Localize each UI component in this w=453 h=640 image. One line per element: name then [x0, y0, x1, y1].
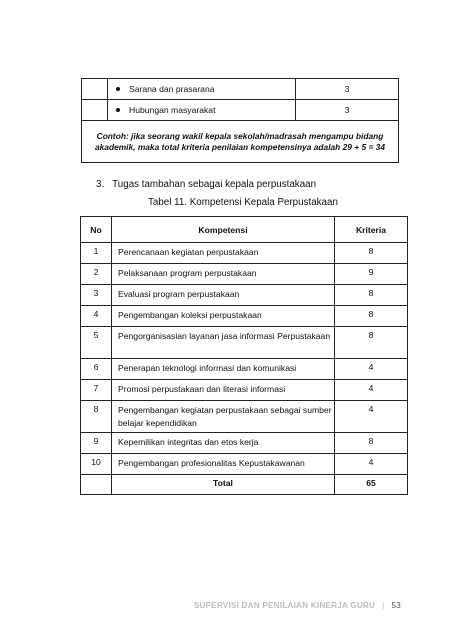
total-row: [81, 475, 408, 495]
row-competency: Pengorganisasian layanan jasa informasi Perpustakaan: [112, 327, 335, 359]
row-number: 9: [81, 433, 112, 454]
section-heading: [96, 179, 316, 190]
bullet-icon: [116, 87, 120, 91]
row-competency: Pengembangan koleksi perpustakaan: [112, 306, 335, 327]
table-row: [81, 285, 408, 306]
row-criteria: 8: [335, 306, 408, 327]
row-criteria: 8: [335, 243, 408, 264]
bullet-icon: [116, 108, 120, 112]
page-number: 53: [391, 601, 401, 610]
table-row: [81, 264, 408, 285]
row-criteria: 4: [335, 401, 408, 433]
criteria-value: 3: [296, 100, 399, 121]
row-number: 10: [81, 454, 112, 475]
header-kriteria: Kriteria: [335, 217, 408, 243]
competency-table: [80, 216, 408, 495]
table-row: [81, 401, 408, 433]
table-row: [81, 243, 408, 264]
row-competency: Pelaksanaan program perpustakaan: [112, 264, 335, 285]
page-footer: [194, 601, 401, 610]
row-competency: Perencanaan kegiatan perpustakaan: [112, 243, 335, 264]
row-competency: Kepemilikan integritas dan etos kerja: [112, 433, 335, 454]
row-criteria: 4: [335, 380, 408, 401]
row-number: 7: [81, 380, 112, 401]
row-competency: Pengembangan profesionalitas Kepustakawanan: [112, 454, 335, 475]
table-header-row: [81, 217, 408, 243]
table-row: [81, 380, 408, 401]
row-number: 2: [81, 264, 112, 285]
example-note: Contoh: jika seorang wakil kepala sekolah/madrasah mengampu bidang akademik, maka total kriteria penilaian kompetensinya adalah 29 + 5 = 34: [82, 121, 399, 163]
header-kompetensi: Kompetensi: [112, 217, 335, 243]
row-criteria: 9: [335, 264, 408, 285]
footer-title: SUPERVISI DAN PENILAIAN KINERJA GURU: [193, 601, 376, 610]
criteria-label: Hubungan masyarakat: [129, 105, 216, 115]
criteria-value: 3: [296, 79, 399, 100]
row-number: 3: [81, 285, 112, 306]
row-competency: Pengembangan kegiatan perpustakaan sebagai sumber belajar kependidikan: [112, 401, 335, 433]
section-title: Tugas tambahan sebagai kepala perpustakaan: [112, 179, 317, 190]
table-row: [81, 454, 408, 475]
section-number: 3.: [96, 179, 105, 190]
table-caption: Tabel 11. Kompetensi Kepala Perpustakaan: [148, 197, 338, 208]
total-label: Total: [112, 475, 335, 495]
row-criteria: 8: [335, 285, 408, 306]
table-row: [81, 327, 408, 359]
row-competency: Evaluasi program perpustakaan: [112, 285, 335, 306]
row-criteria: 8: [335, 327, 408, 359]
row-competency: Penerapan teknologi informasi dan komunikasi: [112, 359, 335, 380]
row-number: 6: [81, 359, 112, 380]
header-no: No: [81, 217, 112, 243]
criteria-label: Sarana dan prasarana: [129, 84, 215, 94]
table-row: [82, 100, 399, 121]
row-competency: Promosi perpustakaan dan literasi informasi: [112, 380, 335, 401]
previous-criteria-table: [81, 78, 399, 163]
row-criteria: 4: [335, 359, 408, 380]
total-value: 65: [335, 475, 408, 495]
example-row: [82, 121, 399, 163]
table-row: [81, 359, 408, 380]
table-row: [82, 79, 399, 100]
row-number: 1: [81, 243, 112, 264]
table-row: [81, 306, 408, 327]
table-row: [81, 433, 408, 454]
row-criteria: 4: [335, 454, 408, 475]
row-number: 5: [81, 327, 112, 359]
row-number: 8: [81, 401, 112, 433]
footer-separator: |: [382, 601, 385, 610]
row-criteria: 8: [335, 433, 408, 454]
row-number: 4: [81, 306, 112, 327]
